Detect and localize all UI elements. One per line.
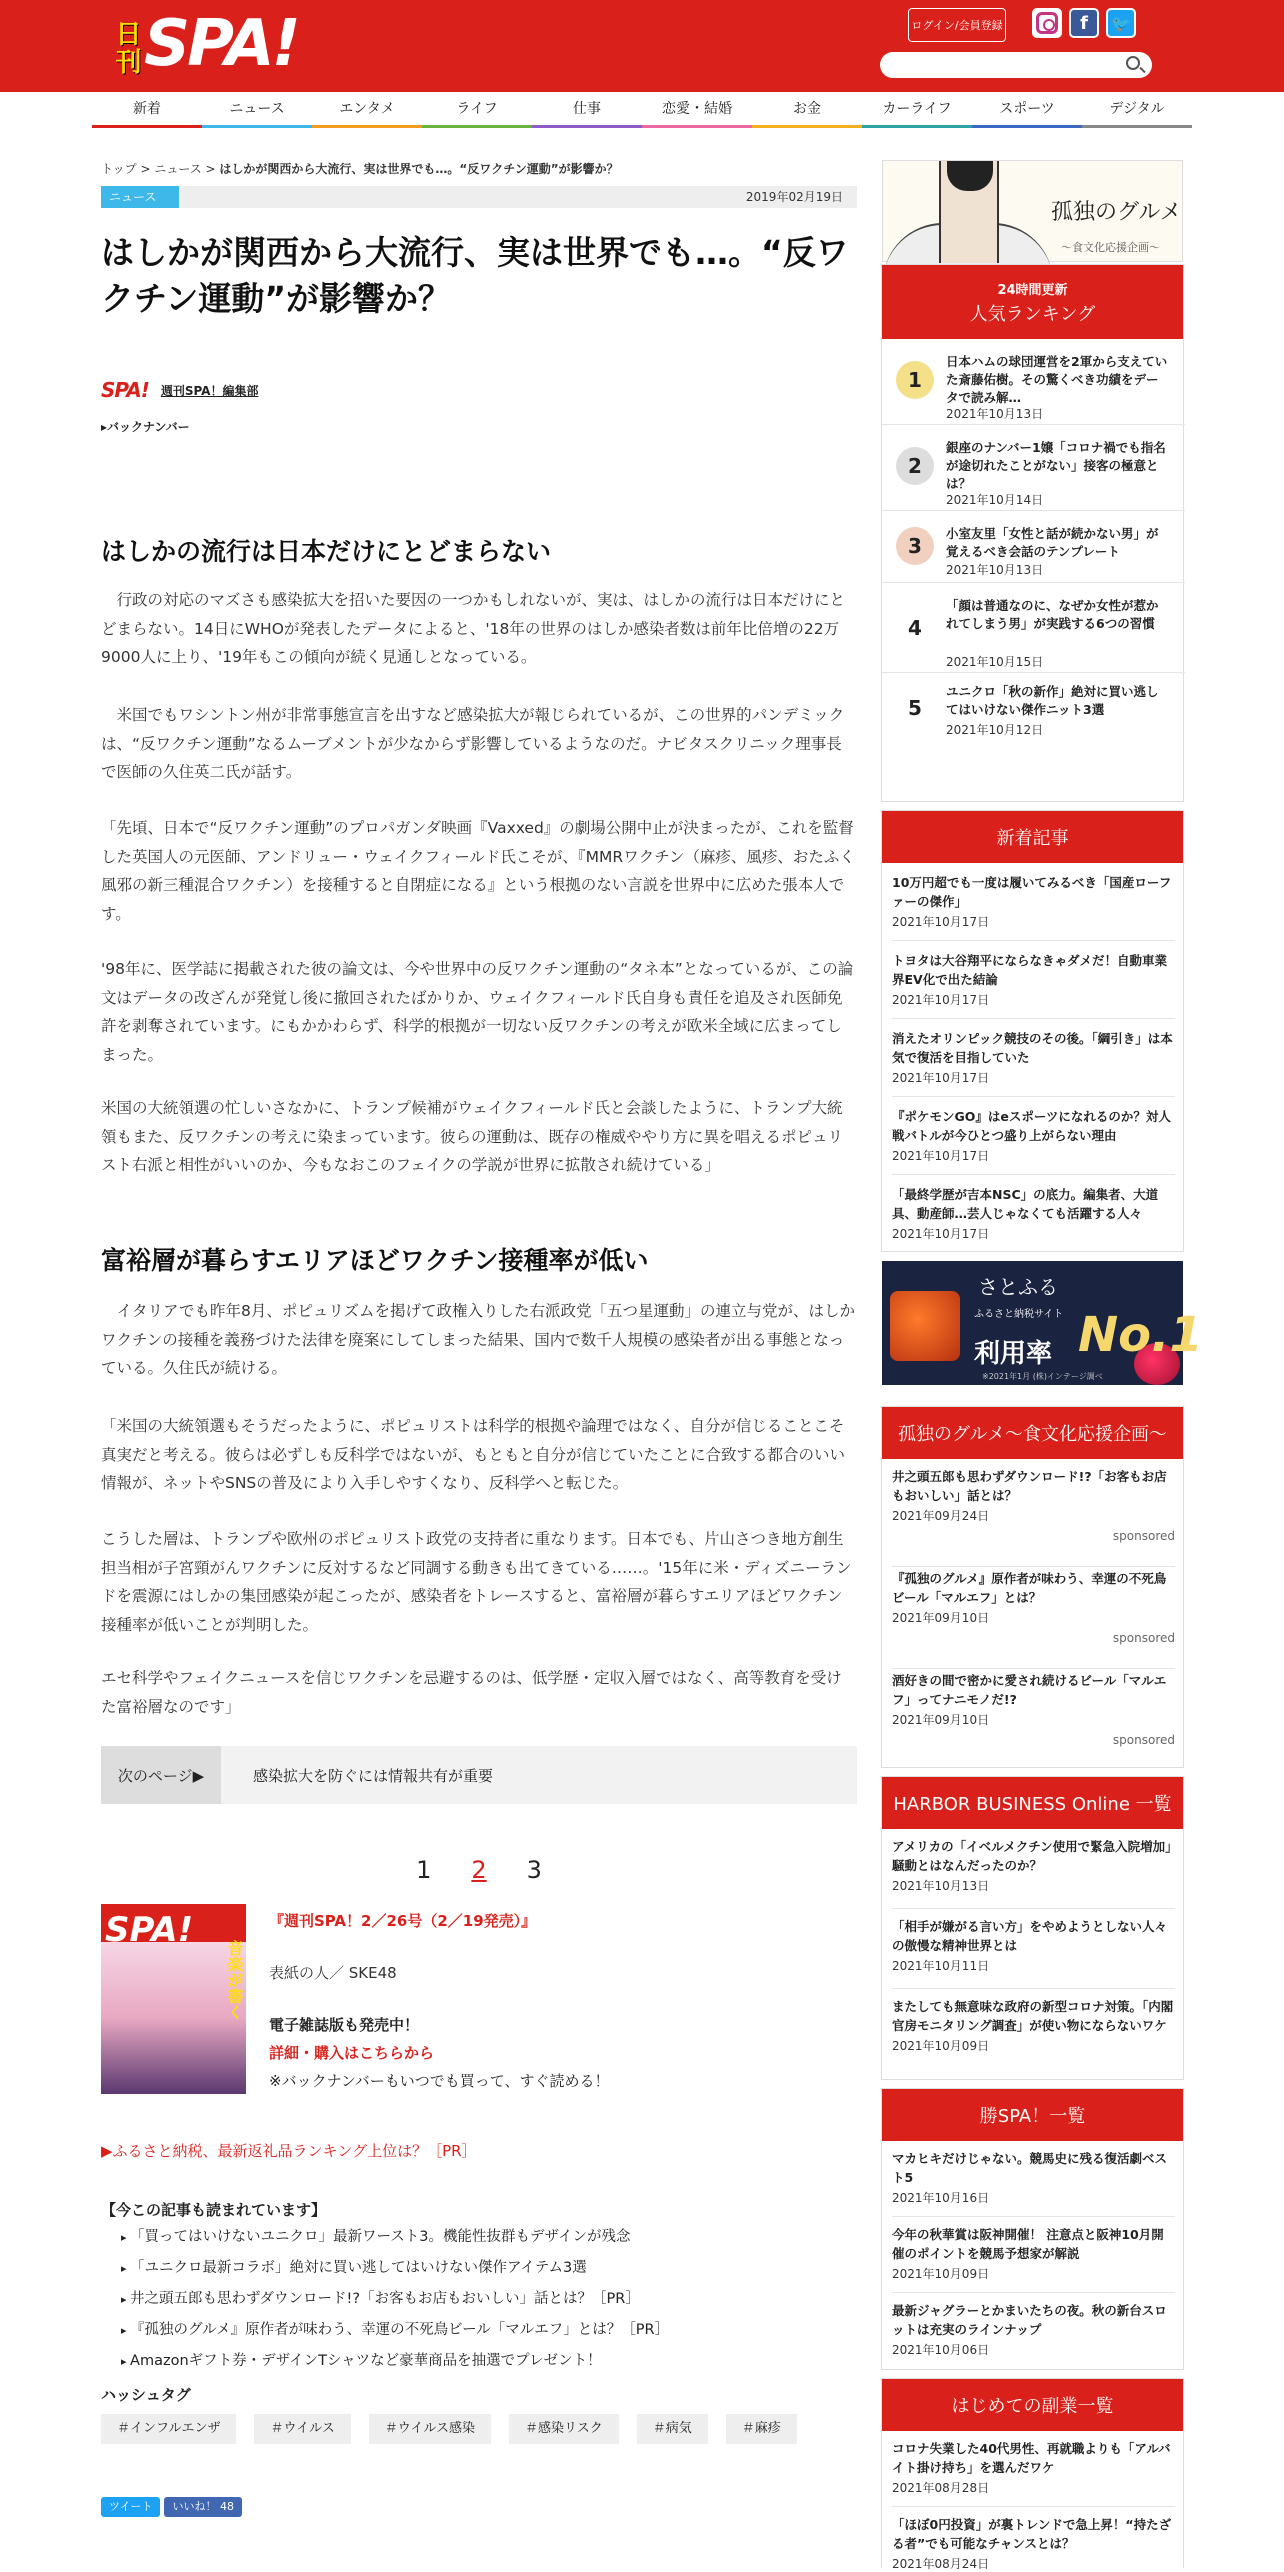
pr-link-furusato[interactable]: ▶ふるさと納税、最新返礼品ランキング上位は？［PR］ [101, 2142, 477, 2160]
fukugyo-head: はじめての副業一覧 [882, 2379, 1183, 2431]
kachi-title[interactable]: マカヒキだけじゃない。競馬史に残る復活劇ベスト5 [892, 2151, 1168, 2185]
sponsored-label: sponsored [1112, 1733, 1175, 1747]
hashtag[interactable]: ＃ウイルス [254, 2414, 350, 2444]
harbor-title[interactable]: またしても無意味な政府の新型コロナ対策。「内閣官房モニタリング調査」が使い物にならないワケ [892, 1999, 1174, 2033]
logo-spa: SPA! [144, 7, 298, 81]
ranking-item[interactable] [882, 425, 1185, 511]
magazine-promo [101, 1904, 857, 2104]
new-article-item[interactable] [892, 1185, 1175, 1253]
kachi-title[interactable]: 今年の秋華賞は阪神開催！ 注意点と阪神10月開催のポイントを競馬予想家が解説 [892, 2227, 1164, 2261]
new-article-title[interactable]: 「最終学歴が吉本NSC」の底力。編集者、大道具、動産師…芸人じゃなくても活躍する人々 [892, 1187, 1159, 1221]
satofuru-rate: 利用率 [974, 1339, 1053, 1369]
gourmet-title[interactable]: 『孤独のグルメ』原作者が味わう、幸運の不死鳥ビール「マルエフ」とは？ [892, 1571, 1167, 1605]
hashtag[interactable]: ＃麻疹 [726, 2414, 797, 2444]
page-1[interactable]: 1 [416, 1856, 432, 1884]
rank-date: 2021年10月15日 [946, 655, 1044, 669]
new-article-item[interactable] [892, 1107, 1175, 1175]
tweet-button[interactable]: ツイート [101, 2497, 160, 2517]
nav-item-shigoto[interactable]: 仕事 [532, 92, 642, 128]
magazine-cover-person: 表紙の人／ SKE48 [269, 1964, 397, 1982]
fukugyo-title[interactable]: コロナ失業した40代男性、再就職よりも「アルバイト掛け持ち」を選んだワケ [892, 2441, 1171, 2475]
rank-title[interactable]: ユニクロ「秋の新作」絶対に買い逃してはいけない傑作ニット3選 [946, 684, 1159, 717]
article-paragraph: エセ科学やフェイクニュースを信じワクチンを忌避するのは、低学歴・定収入層ではなく、高等教育を受けた富裕層なのです」 [101, 1669, 842, 1716]
nav-item-news[interactable]: ニュース [202, 92, 312, 128]
next-page-box[interactable] [101, 1746, 857, 1804]
related-item[interactable]: ▸ 『孤独のグルメ』原作者が味わう、幸運の不死鳥ビール「マルエフ」とは？［PR］ [121, 2315, 669, 2346]
new-article-date: 2021年10月17日 [892, 1071, 990, 1085]
gourmet-banner-title: 孤独のグルメ [1051, 200, 1182, 225]
magazine-issue[interactable]: 『週刊SPA！2／26号（2／19発売）』 [269, 1912, 537, 1930]
main-nav [92, 92, 1192, 128]
magazine-buy-link[interactable]: 詳細・購入はこちらから [269, 2044, 435, 2062]
rank-number: 2 [896, 447, 934, 485]
harbor-box [881, 1776, 1184, 2080]
hashtag[interactable]: ＃ウイルス感染 [369, 2414, 491, 2444]
nav-item-shinchaku[interactable]: 新着 [92, 92, 202, 128]
new-article-title[interactable]: 10万円超でも一度は履いてみるべき「国産ローファーの傑作」 [892, 875, 1172, 909]
fukugyo-box [881, 2378, 1184, 2571]
facebook-icon[interactable]: f [1069, 8, 1099, 38]
article-paragraph: 米国の大統領選の忙しいさなかに、トランプ候補がウェイクフィールド氏と会談したように、トランプ大統領もまた、反ワクチンの考えに染まっています。彼らの運動は、既存の権威ややり方に異を唱えるポピュリスト右派と相性がいいのか、今もなおこのフェイクの学説が世界に拡散され続けている」 [101, 1099, 843, 1174]
new-article-item[interactable] [892, 951, 1175, 1019]
article-date: 2019年02月19日 [745, 190, 843, 204]
banner-face [939, 161, 999, 263]
rank-date: 2021年10月12日 [946, 723, 1044, 737]
satofuru-note: ※2021年1月 (株)インテージ調べ [982, 1372, 1103, 1381]
fukugyo-date: 2021年08月24日 [892, 2557, 990, 2571]
rank-number: 4 [896, 609, 934, 647]
hashtag[interactable]: ＃インフルエンザ [101, 2414, 236, 2444]
rank-title[interactable]: 小室友里「女性と話が続かない男」が覚えるべき会話のテンプレート [946, 526, 1159, 559]
section-heading-1: はしかの流行は日本だけにとどまらない [101, 537, 552, 566]
magazine-e-version: 電子雑誌版も発売中！ [269, 2016, 420, 2034]
article-paragraph: '98年に、医学誌に掲載された彼の論文は、今や世界中の反ワクチン運動の“タネ本”となっているが、この論文はデータの改ざんが発覚し後に撤回されたばかりか、ウェイクフィールド氏自身も責任を追及され医師免許を剥奪されています。にもかかわらず、科学的根拠が一切ない反ワクチンの考えが欧米全域に広まってしまった。 [101, 960, 854, 1064]
fukugyo-item[interactable] [892, 2439, 1175, 2507]
gourmet-banner-sub: ～食文化応援企画～ [1061, 241, 1160, 254]
rank-date: 2021年10月13日 [946, 407, 1044, 421]
kachi-item[interactable] [892, 2225, 1175, 2293]
new-articles-head: 新着記事 [882, 811, 1183, 863]
next-page-title[interactable]: 感染拡大を防ぐには情報共有が重要 [253, 1766, 494, 1785]
sponsored-label: sponsored [1112, 1631, 1175, 1645]
article-paragraph: こうした層は、トランプや欧州のポピュリスト政党の支持者に重なります。日本でも、片山さつき地方創生担当相が子宮頸がんワクチンに反対するなど同調する動きも出てきている……。'15年に米・ディズニーランドを震源にはしかの集団感染が起こったが、感染者をトレースすると、富裕層が暮らすエリアほどワクチン接種率が低いことが判明した。 [101, 1530, 852, 1634]
author-logo: SPA! [101, 378, 149, 402]
satofuru-sub: ふるさと納税サイト [974, 1309, 1064, 1320]
new-article-date: 2021年10月17日 [892, 993, 990, 1007]
hashtag-list [101, 2414, 797, 2444]
kachi-item[interactable] [892, 2149, 1175, 2217]
page-2[interactable]: 2 [471, 1856, 487, 1884]
ranking-item[interactable] [882, 673, 1185, 745]
harbor-date: 2021年10月13日 [892, 1879, 990, 1893]
kachi-date: 2021年10月06日 [892, 2343, 990, 2357]
gourmet-date: 2021年09月10日 [892, 1611, 990, 1625]
new-article-item[interactable] [892, 873, 1175, 941]
magazine-cover[interactable] [101, 1904, 246, 2094]
satofuru-no1: No.1 [1078, 1307, 1203, 1363]
banner-food-image [890, 1291, 960, 1361]
like-button[interactable]: いいね！ 48 [164, 2497, 242, 2517]
hashtag-title: ハッシュタグ [101, 2386, 191, 2404]
article-paragraph: 「先頃、日本で“反ワクチン運動”のプロパガンダ映画『Vaxxed』の劇場公開中止が決まったが、これを監督した英国人の元医師、アンドリュー・ウェイクフィールド氏こそが、『MMRワクチン（麻疹、風疹、おたふく風邪の新三種混合ワクチン）を接種すると自閉症になる』という根拠のない言説を世界中に広めた張本人です。 [101, 819, 855, 923]
ranking-head-title: 人気ランキング [969, 303, 1096, 325]
breadcrumb-news[interactable]: ニュース [154, 162, 202, 176]
article-paragraph: 行政の対応のマズさも感染拡大を招いた要因の一つかもしれないが、実は、はしかの流行は日本だけにとどまらない。14日にWHOが発表したデータによると、'18年の世界のはしか感染者数は前年比倍増の22万9000人に上り、'19年もこの傾向が続く見通しとなっている。 [101, 591, 846, 666]
gourmet-box [881, 1406, 1184, 1768]
related-item[interactable]: ▸ 「買ってはいけないユニクロ」最新ワースト3。機能性抜群もデザインが残念 [121, 2222, 669, 2253]
new-article-title[interactable]: 『ポケモンGO』はeスポーツになれるのか？対人戦バトルが今ひとつ盛り上がらない理由 [892, 1109, 1171, 1143]
kachi-date: 2021年10月16日 [892, 2191, 990, 2205]
gourmet-date: 2021年09月24日 [892, 1509, 990, 1523]
sponsored-label: sponsored [1112, 1529, 1175, 1543]
page-3[interactable]: 3 [526, 1856, 542, 1884]
category-bar [101, 186, 857, 208]
rank-title[interactable]: 銀座のナンバー1嬢「コロナ禍でも指名が途切れたことがない」接客の極意とは？ [946, 440, 1166, 491]
logo-nikkan: 日刊 [111, 20, 141, 76]
harbor-head: HARBOR BUSINESS Online 一覧 [882, 1777, 1183, 1829]
search-input[interactable] [880, 52, 1152, 78]
kachi-spa-box [881, 2088, 1184, 2370]
gourmet-date: 2021年09月10日 [892, 1713, 990, 1727]
hashtag[interactable]: ＃病気 [637, 2414, 708, 2444]
gourmet-item[interactable] [892, 1569, 1175, 1669]
new-article-date: 2021年10月17日 [892, 1227, 990, 1241]
ranking-item[interactable] [882, 511, 1185, 583]
gourmet-title[interactable]: 酒好きの間で密かに愛され続けるビール「マルエフ」ってナニモノだ!? [892, 1673, 1167, 1707]
nav-item-digital[interactable]: デジタル [1082, 92, 1192, 128]
ranking-item[interactable] [882, 339, 1185, 425]
harbor-date: 2021年10月09日 [892, 2039, 990, 2053]
search-icon[interactable] [1126, 56, 1140, 70]
ranking-head-sub: 24時間更新 [997, 282, 1068, 298]
cover-text: 音楽が書く [225, 1940, 244, 2020]
harbor-item[interactable] [892, 1837, 1175, 1909]
backnumber-link[interactable]: ▸バックナンバー [101, 420, 190, 434]
breadcrumb [101, 160, 857, 180]
rank-date: 2021年10月14日 [946, 493, 1044, 507]
satofuru-banner[interactable] [882, 1261, 1203, 1385]
new-article-date: 2021年10月17日 [892, 1149, 990, 1163]
nav-item-life[interactable]: ライフ [422, 92, 532, 128]
related-item[interactable]: ▸ 井之頭五郎も思わずダウンロード!?「お客もお店もおいしい」話とは？［PR］ [121, 2284, 669, 2315]
rank-number: 1 [896, 361, 934, 399]
author-name[interactable]: 週刊SPA！編集部 [160, 383, 259, 398]
site-header [0, 0, 1284, 92]
article-paragraph: 米国でもワシントン州が非常事態宣言を出すなど感染拡大が報じられているが、この世界的パンデミックは、“反ワクチン運動”なるムーブメントが少なからず影響しているようなのだ。ナビタスクリニック理事長で医師の久住英二氏が話す。 [101, 706, 845, 781]
gourmet-head: 孤独のグルメ～食文化応援企画～ [882, 1407, 1183, 1459]
fukugyo-date: 2021年08月28日 [892, 2481, 990, 2495]
twitter-icon[interactable]: 🐦 [1106, 8, 1136, 38]
satofuru-title: さとふる [978, 1275, 1058, 1299]
breadcrumb-current: はしかが関西から大流行、実は世界でも…。“反ワクチン運動”が影響か？ [219, 162, 619, 176]
gourmet-title[interactable]: 井之頭五郎も思わずダウンロード!?「お客もお店もおいしい」話とは？ [892, 1469, 1167, 1503]
pagination [101, 1856, 857, 1884]
gourmet-banner[interactable] [882, 160, 1183, 262]
nav-item-entame[interactable]: エンタメ [312, 92, 422, 128]
next-page-label[interactable]: 次のページ▶ [101, 1746, 221, 1804]
new-articles-box [881, 810, 1184, 1252]
nav-item-carlife[interactable]: カーライフ [862, 92, 972, 128]
cover-logo: SPA! [105, 1910, 194, 1950]
new-article-date: 2021年10月17日 [892, 915, 990, 929]
related-item[interactable]: ▸ Amazonギフト券・デザインTシャツなど豪華商品を抽選でプレゼント！ [121, 2346, 669, 2377]
hashtag[interactable]: ＃感染リスク [509, 2414, 619, 2444]
fukugyo-item[interactable] [892, 2515, 1175, 2569]
breadcrumb-sep: > [201, 162, 220, 176]
new-article-title[interactable]: トヨタは大谷翔平にならなきゃダメだ！自動車業界EV化で出た結論 [892, 953, 1168, 987]
rank-title[interactable]: 「顔は普通なのに、なぜか女性が惹かれてしまう男」が実践する6つの習慣 [946, 598, 1159, 631]
kachi-item[interactable] [892, 2301, 1175, 2369]
ranking-box [881, 264, 1184, 802]
rank-date: 2021年10月13日 [946, 563, 1044, 577]
nav-item-renai[interactable]: 恋愛・結婚 [642, 92, 752, 128]
fukugyo-title[interactable]: 「ほぼ0円投資」が裏トレンドで急上昇！“持たざる者”でも可能なチャンスとは？ [892, 2517, 1172, 2551]
article-paragraph: イタリアでも昨年8月、ポピュリズムを掲げて政権入りした右派政党「五つ星運動」の連立与党が、はしかワクチンの接種を義務づけた法律を廃案にしてしまった結果、国内で数千人規模の感染者が出る事態となっている。久住氏が続ける。 [101, 1302, 856, 1377]
gourmet-item[interactable] [892, 1671, 1175, 1767]
gourmet-item[interactable] [892, 1467, 1175, 1567]
kachi-date: 2021年10月09日 [892, 2267, 990, 2281]
kachi-title[interactable]: 最新ジャグラーとかまいたちの夜。秋の新台スロットは充実のラインナップ [892, 2303, 1167, 2337]
rank-number: 5 [896, 689, 934, 727]
harbor-title[interactable]: 「相手が嫌がる言い方」をやめようとしない人々の傲慢な精神世界とは [892, 1919, 1168, 1953]
harbor-item[interactable] [892, 1997, 1175, 2081]
article-paragraph: 「米国の大統領選もそうだったように、ポピュリストは科学的根拠や論理ではなく、自分が信じることこそ真実だと考える。彼らは必ずしも反科学ではないが、もともと自分が信じていたことに合致する都合のいい情報が、ネットやSNSの普及により入手しやすくなり、反科学へと転じた。 [101, 1417, 846, 1492]
breadcrumb-home[interactable]: トップ [101, 162, 137, 176]
nav-item-sports[interactable]: スポーツ [972, 92, 1082, 128]
related-item[interactable]: ▸ 「ユニクロ最新コラボ」絶対に買い逃してはいけない傑作アイテム3選 [121, 2253, 669, 2284]
new-article-item[interactable] [892, 1029, 1175, 1097]
article-title: はしかが関西から大流行、実は世界でも…。“反ワクチン運動”が影響か？ [101, 233, 849, 318]
rank-number: 3 [896, 527, 934, 565]
nav-item-okane[interactable]: お金 [752, 92, 862, 128]
ranking-head [882, 265, 1183, 339]
site-logo[interactable] [111, 7, 298, 81]
share-buttons [101, 2497, 242, 2517]
category-badge[interactable]: ニュース [101, 186, 179, 208]
magazine-note: ※バックナンバーもいつでも買って、すぐ読める！ [269, 2072, 610, 2090]
author [101, 378, 857, 402]
rank-title[interactable]: 日本ハムの球団運営を2軍から支えていた斎藤佑樹。その驚くべき功績をデータで読み解… [946, 354, 1168, 405]
breadcrumb-sep: > [136, 162, 155, 176]
related-title: 【今この記事も読まれています】 [101, 2201, 327, 2219]
article-main [101, 160, 857, 435]
new-article-title[interactable]: 消えたオリンピック競技のその後。「綱引き」は本気で復活を目指していた [892, 1031, 1173, 1065]
harbor-date: 2021年10月11日 [892, 1959, 990, 1973]
harbor-title[interactable]: アメリカの「イベルメクチン使用で緊急入院増加」騒動とはなんだったのか？ [892, 1839, 1172, 1873]
kachi-spa-head: 勝SPA！一覧 [882, 2089, 1183, 2141]
related-list [121, 2222, 669, 2377]
ranking-item[interactable] [882, 583, 1185, 673]
section-heading-2: 富裕層が暮らすエリアほどワクチン接種率が低い [101, 1246, 649, 1275]
harbor-item[interactable] [892, 1917, 1175, 1989]
login-button[interactable]: ログイン/会員登録 [908, 8, 1006, 42]
instagram-icon[interactable] [1032, 8, 1062, 38]
